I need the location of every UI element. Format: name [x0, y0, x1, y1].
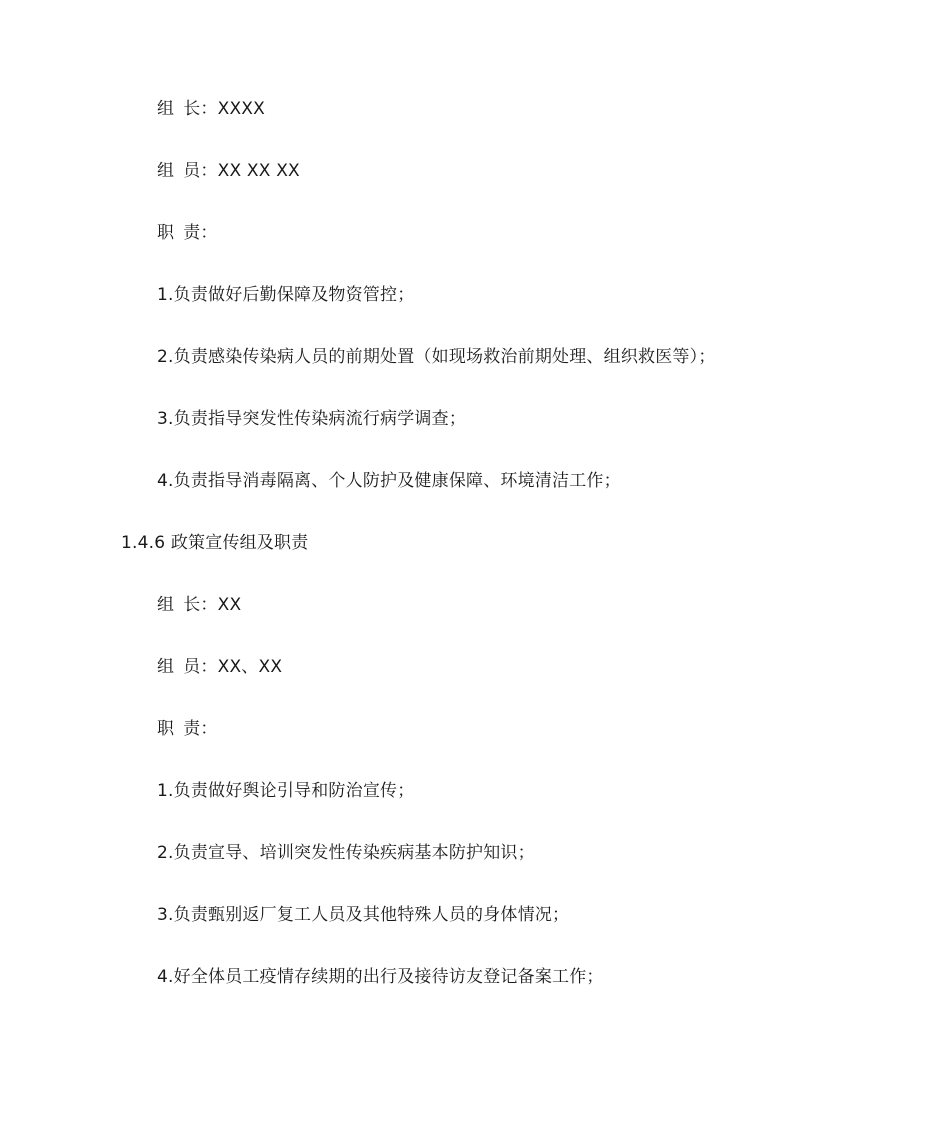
leader-colon: ： [200, 99, 218, 119]
leader-label-char-1: 组 [157, 99, 175, 119]
leader-colon: ： [200, 595, 218, 615]
duty-item: 2.负责感染传染病人员的前期处置（如现场救治前期处理、组织救医等）； [157, 347, 716, 367]
section-heading: 1.4.6 政策宣传组及职责 [121, 533, 309, 553]
duty-item: 1.负责做好后勤保障及物资管控； [157, 285, 415, 305]
group-members-line [157, 159, 300, 183]
members-label-char-1: 组 [157, 161, 175, 181]
duty-item: 4.负责指导消毒隔离、个人防护及健康保障、环境清洁工作； [157, 471, 621, 491]
duties-colon: ： [200, 223, 218, 243]
leader-value: XX [217, 595, 242, 615]
members-value: XX XX XX [217, 161, 300, 181]
group-leader-line [157, 97, 265, 121]
duty-item: 1.负责做好舆论引导和防治宣传； [157, 781, 415, 801]
members-colon: ： [200, 161, 218, 181]
duty-item: 4.好全体员工疫情存续期的出行及接待访友登记备案工作； [157, 967, 604, 987]
leader-value: XXXX [217, 99, 265, 119]
duty-item: 2.负责宣导、培训突发性传染疾病基本防护知识； [157, 843, 535, 863]
group-leader-line [157, 593, 241, 617]
duties-label-char-1: 职 [157, 719, 175, 739]
duties-label-char-2: 责 [183, 719, 201, 739]
leader-label-char-2: 长 [183, 595, 201, 615]
members-label-char-2: 员 [183, 161, 201, 181]
leader-label-char-1: 组 [157, 595, 175, 615]
duties-label-char-1: 职 [157, 223, 175, 243]
duty-item: 3.负责指导突发性传染病流行病学调查； [157, 409, 467, 429]
duties-label-line [157, 717, 218, 741]
leader-label-char-2: 长 [183, 99, 201, 119]
duties-label-char-2: 责 [183, 223, 201, 243]
duties-label-line [157, 221, 218, 245]
duty-item: 3.负责甄别返厂复工人员及其他特殊人员的身体情况； [157, 905, 570, 925]
members-colon: ： [200, 657, 218, 677]
duties-colon: ： [200, 719, 218, 739]
members-value: XX、XX [217, 657, 283, 677]
members-label-char-1: 组 [157, 657, 175, 677]
members-label-char-2: 员 [183, 657, 201, 677]
group-members-line [157, 655, 282, 679]
